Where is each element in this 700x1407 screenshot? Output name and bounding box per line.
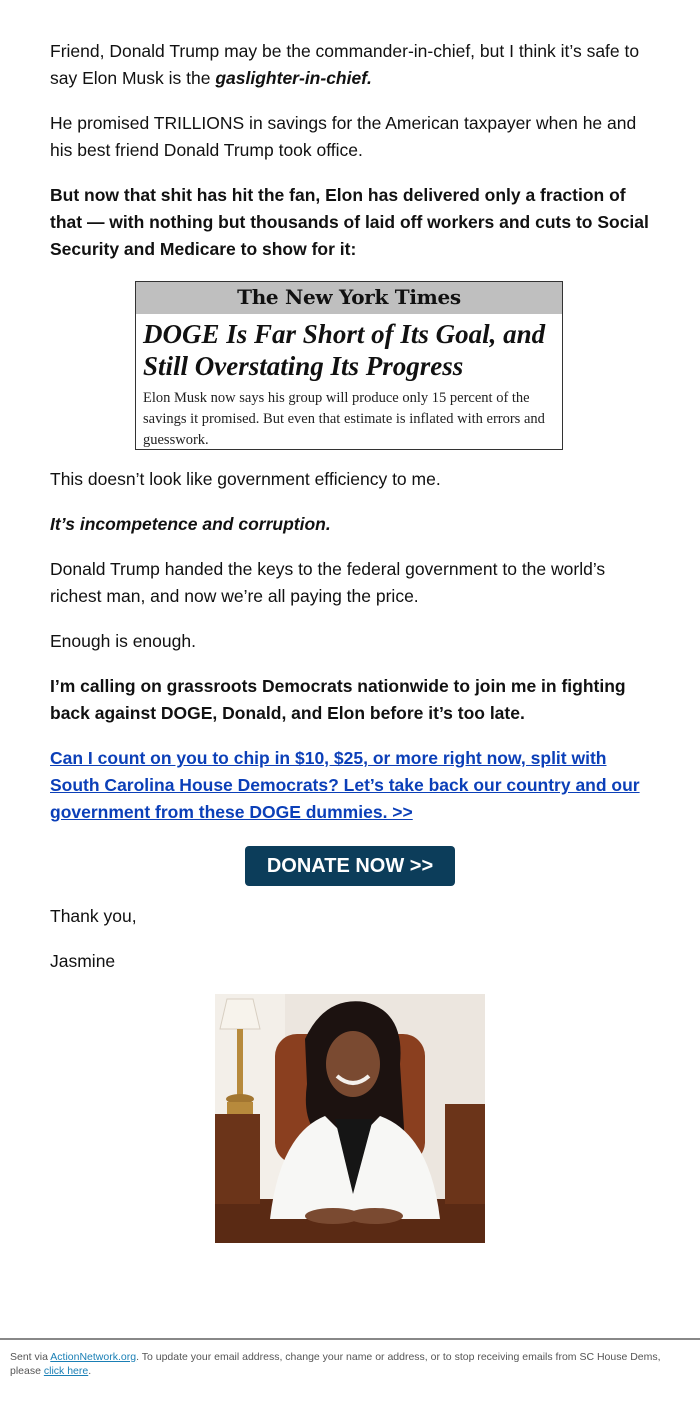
nyt-headline: DOGE Is Far Short of Its Goal, and Still Overstating Its Progress [143,319,546,381]
signoff: Thank you, [50,906,137,926]
actionnetwork-link[interactable]: ActionNetwork.org [50,1351,137,1363]
unsubscribe-link[interactable]: click here [43,1365,89,1377]
donate-now-button[interactable]: DONATE NOW >> [245,846,455,886]
paragraph-intro [50,38,655,92]
nyt-headline-clipping [135,281,563,450]
signature: Jasmine [50,951,116,971]
email-footer [0,1338,700,1378]
intro-text: Friend, Donald Trump may be the commander-in-chief, but I think it’s safe to say Elon Musk is the [50,41,640,88]
portrait-photo [215,994,485,1243]
paragraph-keys: Donald Trump handed the keys to the federal government to the world’s richest man, and now we’re all paying the price. [50,559,606,606]
paragraph-efficiency: This doesn’t look like government efficiency to me. [50,469,441,489]
paragraph-fraction: But now that shit has hit the fan, Elon has delivered only a fraction of that — with nothing but thousands of laid off workers and cuts to Social Security and Medicare to show for it: [50,185,649,259]
paragraph-call: I’m calling on grassroots Democrats nationwide to join me in fighting back against DOGE, Donald, and Elon before it’s too late. [50,676,626,723]
portrait-illustration [215,994,485,1243]
nyt-masthead: The New York Times [136,282,562,314]
donate-button-row [0,846,700,886]
footer-end: . [88,1365,92,1377]
donation-link[interactable]: Can I count on you to chip in $10, $25, or more right now, split with South Carolina House Democrats? Let’s take back our country and our government from these DOGE dummies. >> [50,748,640,822]
email-body-continued [50,466,655,846]
intro-emphasis: gaslighter-in-chief. [215,68,372,88]
email-body [50,38,655,281]
nyt-subhead: Elon Musk now says his group will produce only 15 percent of the savings it promised. But even that estimate is inflated with errors and guesswork. [143,390,545,448]
footer-sent-via: Sent via [10,1351,51,1363]
paragraph-incompetence: It’s incompetence and corruption. [50,514,331,534]
paragraph-promise: He promised TRILLIONS in savings for the American taxpayer when he and his best friend Donald Trump took office. [50,113,637,160]
paragraph-enough: Enough is enough. [50,631,196,651]
footer-text: . To update your email address, change your name or address, or to stop receiving emails from SC House Dems, please [10,1351,661,1377]
